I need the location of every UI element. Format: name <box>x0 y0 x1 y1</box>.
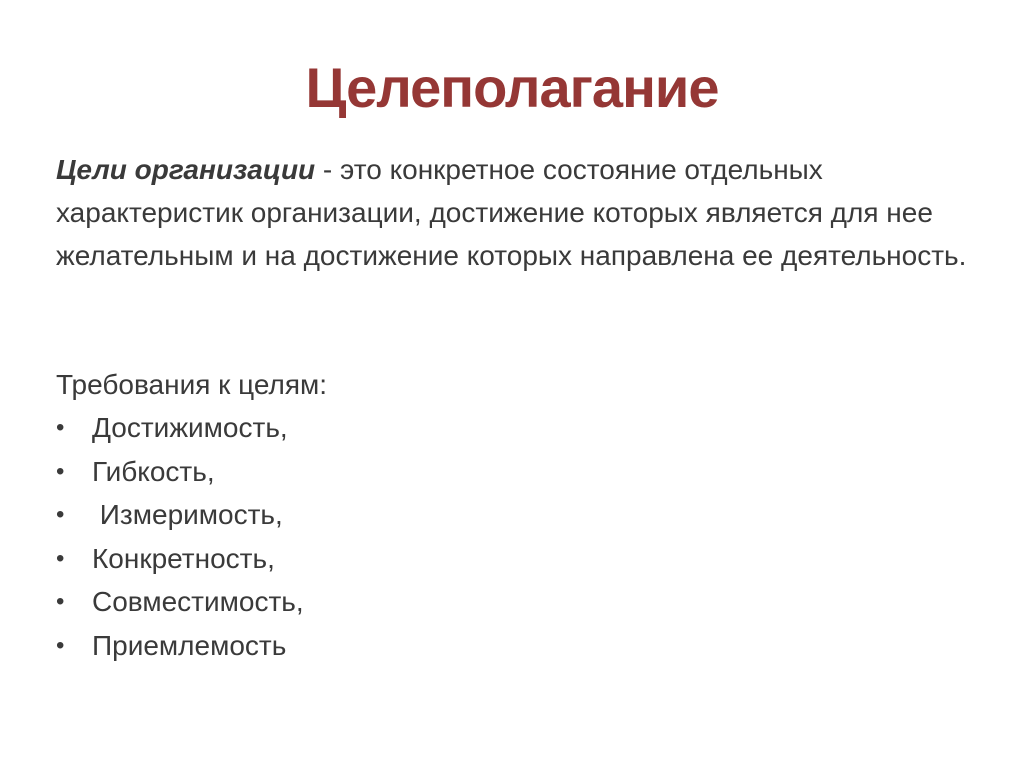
requirement-label: Измеримость, <box>92 499 283 530</box>
bullet-icon: • <box>56 631 65 659</box>
list-item <box>56 580 304 624</box>
bullet-icon: • <box>56 414 65 441</box>
bullet-icon: • <box>56 501 65 528</box>
requirement-label: Приемлемость <box>92 629 287 661</box>
requirement-label: Гибкость, <box>92 455 215 487</box>
bullet-icon: • <box>56 588 65 615</box>
list-item <box>56 624 304 668</box>
list-item <box>56 406 304 450</box>
definition-paragraph <box>56 148 976 277</box>
bullet-icon: • <box>56 457 65 485</box>
definition-text: - это конкретное состояние отдельных характеристик организации, достижение которых является для нее желательным и на достижение которых направлена ее деятельность. <box>56 154 967 271</box>
requirements-list <box>56 406 304 667</box>
requirement-label: Достижимость, <box>92 412 288 443</box>
slide-title: Целеполагание <box>305 56 719 119</box>
list-item <box>56 537 304 581</box>
definition-term: Цели организации <box>56 154 316 185</box>
requirement-label: Совместимость, <box>92 586 304 617</box>
bullet-icon: • <box>56 544 65 572</box>
requirements-heading: Требования к целям: <box>56 369 328 400</box>
list-item <box>56 493 304 537</box>
list-item <box>56 450 304 494</box>
requirement-label: Конкретность, <box>92 542 275 574</box>
